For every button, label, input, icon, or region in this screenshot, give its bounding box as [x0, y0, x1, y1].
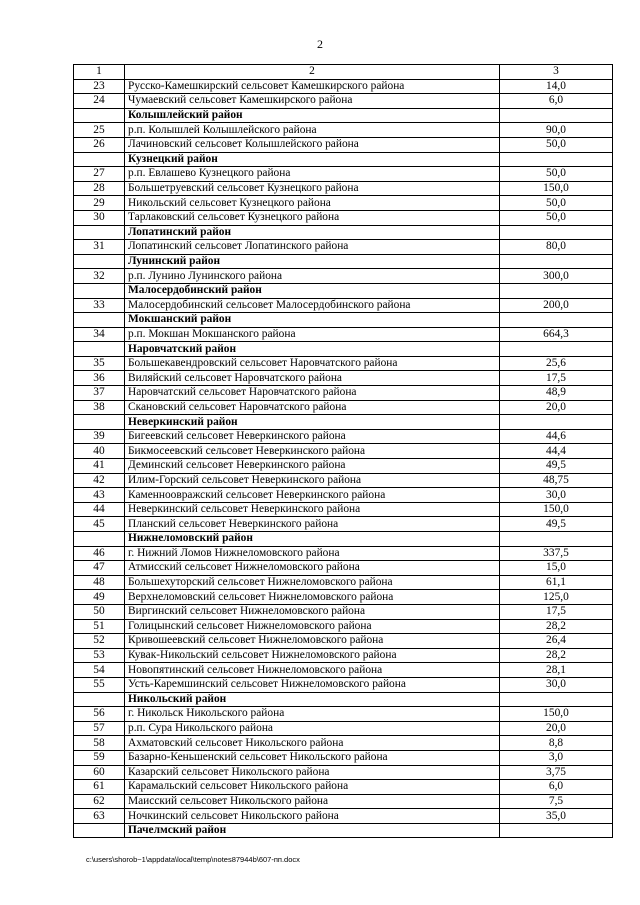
row-number: 57 [74, 721, 125, 736]
district-header-row [74, 692, 613, 707]
amount-value: 6,0 [500, 780, 613, 795]
row-number: 33 [74, 298, 125, 313]
table-row [74, 736, 613, 751]
amount-value: 150,0 [500, 181, 613, 196]
settlement-name: Новопятинский сельсовет Нижнеломовского района [125, 663, 500, 678]
table-row [74, 575, 613, 590]
amount-value: 50,0 [500, 167, 613, 182]
district-name: Лопатинский район [125, 225, 500, 240]
table-row [74, 619, 613, 634]
row-number: 52 [74, 634, 125, 649]
allocation-table [73, 64, 613, 838]
header-col-3: 3 [500, 65, 613, 80]
amount-value: 90,0 [500, 123, 613, 138]
row-number: 36 [74, 371, 125, 386]
row-number [74, 225, 125, 240]
row-number: 62 [74, 794, 125, 809]
header-col-2: 2 [125, 65, 500, 80]
row-number: 29 [74, 196, 125, 211]
amount-value: 7,5 [500, 794, 613, 809]
amount-value: 28,2 [500, 619, 613, 634]
row-number: 42 [74, 473, 125, 488]
amount-value: 26,4 [500, 634, 613, 649]
row-number: 40 [74, 444, 125, 459]
table-row [74, 590, 613, 605]
district-name: Пачелмский район [125, 823, 500, 838]
settlement-name: Планский сельсовет Неверкинского района [125, 517, 500, 532]
amount-value: 17,5 [500, 371, 613, 386]
table-header-row [74, 65, 613, 80]
settlement-name: Базарно-Кеньшенский сельсовет Никольского района [125, 750, 500, 765]
amount-value [500, 152, 613, 167]
amount-value: 25,6 [500, 356, 613, 371]
amount-value: 50,0 [500, 137, 613, 152]
settlement-name: Маисский сельсовет Никольского района [125, 794, 500, 809]
amount-value: 337,5 [500, 546, 613, 561]
amount-value: 17,5 [500, 604, 613, 619]
settlement-name: Большекавендровский сельсовет Наровчатского района [125, 356, 500, 371]
row-number: 34 [74, 327, 125, 342]
district-header-row [74, 532, 613, 547]
amount-value: 150,0 [500, 707, 613, 722]
row-number: 23 [74, 79, 125, 94]
row-number: 56 [74, 707, 125, 722]
table-row [74, 648, 613, 663]
settlement-name: Верхнеломовский сельсовет Нижнеломовского района [125, 590, 500, 605]
amount-value [500, 692, 613, 707]
settlement-name: Лопатинский сельсовет Лопатинского района [125, 240, 500, 255]
district-name: Лунинский район [125, 254, 500, 269]
amount-value [500, 108, 613, 123]
district-header-row [74, 313, 613, 328]
amount-value: 14,0 [500, 79, 613, 94]
table-row [74, 79, 613, 94]
row-number: 26 [74, 137, 125, 152]
row-number [74, 692, 125, 707]
table-row [74, 780, 613, 795]
amount-value [500, 415, 613, 430]
amount-value: 300,0 [500, 269, 613, 284]
row-number: 35 [74, 356, 125, 371]
district-header-row [74, 823, 613, 838]
table-row [74, 634, 613, 649]
row-number: 45 [74, 517, 125, 532]
settlement-name: Ночкинский сельсовет Никольского района [125, 809, 500, 824]
amount-value: 125,0 [500, 590, 613, 605]
row-number [74, 283, 125, 298]
table-row [74, 356, 613, 371]
settlement-name: Каменноовражский сельсовет Неверкинского района [125, 488, 500, 503]
row-number: 49 [74, 590, 125, 605]
amount-value: 44,4 [500, 444, 613, 459]
settlement-name: р.п. Евлашево Кузнецкого района [125, 167, 500, 182]
row-number: 28 [74, 181, 125, 196]
amount-value: 20,0 [500, 721, 613, 736]
row-number: 24 [74, 94, 125, 109]
table-row [74, 750, 613, 765]
table-row [74, 123, 613, 138]
table-row [74, 210, 613, 225]
district-name: Неверкинский район [125, 415, 500, 430]
settlement-name: Усть-Каремшинский сельсовет Нижнеломовского района [125, 677, 500, 692]
settlement-name: Тарлаковский сельсовет Кузнецкого района [125, 210, 500, 225]
table-row [74, 137, 613, 152]
district-name: Нижнеломовский район [125, 532, 500, 547]
row-number: 50 [74, 604, 125, 619]
amount-value: 50,0 [500, 196, 613, 211]
district-name: Кузнецкий район [125, 152, 500, 167]
amount-value [500, 342, 613, 357]
table-row [74, 444, 613, 459]
district-header-row [74, 108, 613, 123]
row-number: 51 [74, 619, 125, 634]
amount-value: 8,8 [500, 736, 613, 751]
row-number [74, 823, 125, 838]
amount-value: 49,5 [500, 459, 613, 474]
row-number: 41 [74, 459, 125, 474]
settlement-name: Малосердобинский сельсовет Малосердобинского района [125, 298, 500, 313]
settlement-name: Большетруевский сельсовет Кузнецкого района [125, 181, 500, 196]
row-number: 27 [74, 167, 125, 182]
settlement-name: Атмисский сельсовет Нижнеломовского района [125, 561, 500, 576]
table-row [74, 502, 613, 517]
settlement-name: Лачиновский сельсовет Колышлейского района [125, 137, 500, 152]
district-header-row [74, 283, 613, 298]
amount-value: 49,5 [500, 517, 613, 532]
settlement-name: г. Никольск Никольского района [125, 707, 500, 722]
table-row [74, 517, 613, 532]
amount-value: 200,0 [500, 298, 613, 313]
row-number [74, 108, 125, 123]
amount-value [500, 532, 613, 547]
district-name: Наровчатский район [125, 342, 500, 357]
table-row [74, 794, 613, 809]
amount-value: 48,9 [500, 386, 613, 401]
row-number: 32 [74, 269, 125, 284]
amount-value: 28,1 [500, 663, 613, 678]
settlement-name: Голицынский сельсовет Нижнеломовского района [125, 619, 500, 634]
district-header-row [74, 225, 613, 240]
district-name: Мокшанский район [125, 313, 500, 328]
settlement-name: р.п. Колышлей Колышлейского района [125, 123, 500, 138]
district-header-row [74, 342, 613, 357]
table-row [74, 809, 613, 824]
settlement-name: Чумаевский сельсовет Камешкирского района [125, 94, 500, 109]
settlement-name: р.п. Сура Никольского района [125, 721, 500, 736]
district-name: Никольский район [125, 692, 500, 707]
table-row [74, 371, 613, 386]
table-row [74, 459, 613, 474]
row-number [74, 415, 125, 430]
amount-value: 30,0 [500, 677, 613, 692]
district-header-row [74, 152, 613, 167]
table-row [74, 429, 613, 444]
row-number [74, 254, 125, 269]
row-number [74, 532, 125, 547]
table-row [74, 765, 613, 780]
row-number: 54 [74, 663, 125, 678]
row-number: 61 [74, 780, 125, 795]
header-col-1: 1 [74, 65, 125, 80]
row-number: 30 [74, 210, 125, 225]
amount-value: 3,75 [500, 765, 613, 780]
table-row [74, 473, 613, 488]
settlement-name: Бигеевский сельсовет Неверкинского района [125, 429, 500, 444]
row-number: 53 [74, 648, 125, 663]
district-header-row [74, 415, 613, 430]
settlement-name: Бикмосеевский сельсовет Неверкинского района [125, 444, 500, 459]
settlement-name: Казарский сельсовет Никольского района [125, 765, 500, 780]
amount-value [500, 823, 613, 838]
row-number: 39 [74, 429, 125, 444]
page-number: 2 [317, 37, 323, 51]
table-row [74, 488, 613, 503]
table-row [74, 546, 613, 561]
table-row [74, 196, 613, 211]
row-number: 31 [74, 240, 125, 255]
settlement-name: г. Нижний Ломов Нижнеломовского района [125, 546, 500, 561]
settlement-name: Наровчатский сельсовет Наровчатского района [125, 386, 500, 401]
table-row [74, 167, 613, 182]
amount-value [500, 283, 613, 298]
amount-value: 150,0 [500, 502, 613, 517]
row-number [74, 313, 125, 328]
amount-value: 20,0 [500, 400, 613, 415]
table-row [74, 240, 613, 255]
settlement-name: р.п. Мокшан Мокшанского района [125, 327, 500, 342]
row-number: 25 [74, 123, 125, 138]
row-number: 38 [74, 400, 125, 415]
table-row [74, 298, 613, 313]
settlement-name: Никольский сельсовет Кузнецкого района [125, 196, 500, 211]
table-body [74, 79, 613, 838]
table-row [74, 721, 613, 736]
row-number: 37 [74, 386, 125, 401]
district-name: Колышлейский район [125, 108, 500, 123]
row-number: 48 [74, 575, 125, 590]
district-header-row [74, 254, 613, 269]
settlement-name: Илим-Горский сельсовет Неверкинского района [125, 473, 500, 488]
row-number [74, 342, 125, 357]
amount-value: 35,0 [500, 809, 613, 824]
table-row [74, 707, 613, 722]
amount-value [500, 254, 613, 269]
table-row [74, 94, 613, 109]
amount-value: 15,0 [500, 561, 613, 576]
row-number: 60 [74, 765, 125, 780]
settlement-name: Большехуторский сельсовет Нижнеломовского района [125, 575, 500, 590]
amount-value: 48,75 [500, 473, 613, 488]
amount-value: 3,0 [500, 750, 613, 765]
row-number: 44 [74, 502, 125, 517]
table-row [74, 677, 613, 692]
amount-value: 50,0 [500, 210, 613, 225]
table-row [74, 386, 613, 401]
row-number: 46 [74, 546, 125, 561]
amount-value: 28,2 [500, 648, 613, 663]
row-number: 43 [74, 488, 125, 503]
settlement-name: Виргинский сельсовет Нижнеломовского района [125, 604, 500, 619]
row-number: 55 [74, 677, 125, 692]
table-row [74, 400, 613, 415]
row-number: 58 [74, 736, 125, 751]
table-row [74, 604, 613, 619]
amount-value: 44,6 [500, 429, 613, 444]
table-row [74, 561, 613, 576]
settlement-name: р.п. Лунино Лунинского района [125, 269, 500, 284]
amount-value: 6,0 [500, 94, 613, 109]
settlement-name: Ахматовский сельсовет Никольского района [125, 736, 500, 751]
settlement-name: Неверкинский сельсовет Неверкинского района [125, 502, 500, 517]
amount-value: 30,0 [500, 488, 613, 503]
settlement-name: Карамальский сельсовет Никольского района [125, 780, 500, 795]
table-row [74, 269, 613, 284]
row-number: 59 [74, 750, 125, 765]
settlement-name: Кувак-Никольский сельсовет Нижнеломовского района [125, 648, 500, 663]
table-row [74, 663, 613, 678]
row-number: 47 [74, 561, 125, 576]
amount-value [500, 313, 613, 328]
row-number [74, 152, 125, 167]
table-row [74, 327, 613, 342]
district-name: Малосердобинский район [125, 283, 500, 298]
table-row [74, 181, 613, 196]
settlement-name: Виляйский сельсовет Наровчатского района [125, 371, 500, 386]
amount-value: 664,3 [500, 327, 613, 342]
settlement-name: Скановский сельсовет Наровчатского района [125, 400, 500, 415]
row-number: 63 [74, 809, 125, 824]
settlement-name: Деминский сельсовет Неверкинского района [125, 459, 500, 474]
amount-value: 80,0 [500, 240, 613, 255]
amount-value [500, 225, 613, 240]
settlement-name: Кривошеевский сельсовет Нижнеломовского района [125, 634, 500, 649]
amount-value: 61,1 [500, 575, 613, 590]
settlement-name: Русско-Камешкирский сельсовет Камешкирского района [125, 79, 500, 94]
file-path-footer: c:\users\shorob~1\appdata\local\temp\notes87944b\607-пп.docx [86, 855, 300, 864]
